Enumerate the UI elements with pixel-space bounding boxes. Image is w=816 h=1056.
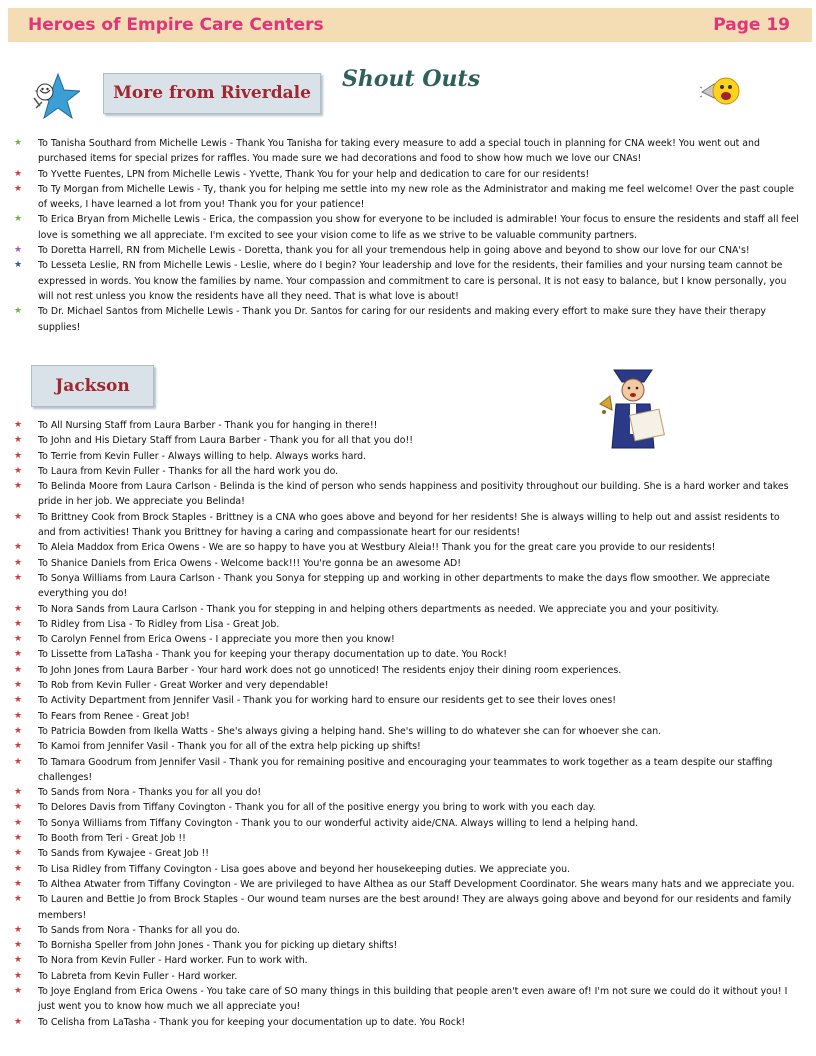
star-bullet-icon: ★ <box>14 985 23 996</box>
shoutout-text: To Delores Davis from Tiffany Covington - Thank you for all of the positive energy you bring to work with you each day. <box>38 802 596 814</box>
shoutout-text: To John and His Dietary Staff from Laura Barber - Thank you for all that you do!! <box>38 435 413 447</box>
list-item <box>0 846 800 861</box>
list-item <box>0 663 800 678</box>
star-bullet-icon: ★ <box>14 542 23 553</box>
star-bullet-icon: ★ <box>14 511 23 522</box>
list-item <box>0 632 800 647</box>
star-bullet-icon: ★ <box>14 924 23 935</box>
list-item <box>0 167 800 182</box>
list-item <box>0 800 800 815</box>
shoutout-text: To Laura from Kevin Fuller - Thanks for all the hard work you do. <box>38 465 339 477</box>
list-item <box>0 678 800 693</box>
shoutout-text: To Terrie from Kevin Fuller - Always willing to help. Always works hard. <box>38 450 367 462</box>
shoutout-text: To Ridley from Lisa - To Ridley from Lisa - Great Job. <box>38 618 280 630</box>
list-item <box>0 433 800 448</box>
list-item <box>0 953 800 968</box>
shoutout-text: To Ty Morgan from Michelle Lewis - Ty, thank you for helping me settle into my new role as the Administrator and making me feel welcome! Over the past couple of weeks, I have learned a lot from you! Thank you for your patience! <box>38 183 795 211</box>
star-bullet-icon: ★ <box>14 955 23 966</box>
star-bullet-icon: ★ <box>14 970 23 981</box>
list-item <box>0 969 800 984</box>
star-bullet-icon: ★ <box>14 680 23 691</box>
list-item <box>0 862 800 877</box>
list-item <box>0 602 800 617</box>
list-item <box>0 304 800 335</box>
shoutout-text: To Althea Atwater from Tiffany Covington - We are privileged to have Althea as our Staff Development Coordinator. She wears many hats and we appreciate you. <box>38 878 795 890</box>
list-item <box>0 831 800 846</box>
list-item <box>0 724 800 739</box>
list-item <box>0 892 800 923</box>
list-item <box>0 877 800 892</box>
shoutout-text: To John Jones from Laura Barber - Your hard work does not go unnoticed! The residents enjoy their dining room experiences. <box>38 664 622 676</box>
list-item <box>0 136 800 167</box>
list-item <box>0 617 800 632</box>
star-bullet-icon: ★ <box>14 306 23 317</box>
star-bullet-icon: ★ <box>14 940 23 951</box>
shoutout-text: To Erica Bryan from Michelle Lewis - Erica, the compassion you show for everyone to be included is admirable! Your focus to ensure the residents and staff all feel love is something we all appreciate. I'm excited to see your vision come to life as we strive to be valuable community partners. <box>38 214 799 241</box>
riverdale-shoutout-list <box>0 136 800 335</box>
shoutout-text: To Brittney Cook from Brock Staples - Brittney is a CNA who goes above and beyond for her residents! She is always willing to help out and assist residents to and from activities! Thank you Brittney for having a caring and compassionate heart for our residents! <box>38 511 780 539</box>
star-bullet-icon: ★ <box>14 787 23 798</box>
star-bullet-icon: ★ <box>14 817 23 828</box>
list-item <box>0 1015 800 1030</box>
star-bullet-icon: ★ <box>14 878 23 889</box>
star-bullet-icon: ★ <box>14 618 23 629</box>
shoutout-text: To Kamoi from Jennifer Vasil - Thank you for all of the extra help picking up shifts! <box>38 741 421 753</box>
shoutout-text: To Lissette from LaTasha - Thank you for keeping your therapy documentation up to date. You Rock! <box>38 649 507 661</box>
list-item <box>0 182 800 213</box>
shoutout-text: To Shanice Daniels from Erica Owens - Welcome back!!! You're gonna be an awesome AD! <box>38 557 461 569</box>
shoutout-text: To Lauren and Bettie Jo from Brock Staples - Our wound team nurses are the best around! They are always going above and beyond for our residents and family members! <box>38 894 792 921</box>
list-item <box>0 418 800 433</box>
star-bullet-icon: ★ <box>14 481 23 492</box>
list-item <box>0 984 800 1015</box>
shoutout-text: To Belinda Moore from Laura Carlson - Belinda is the kind of person who sends happiness and positivity throughout our building. She is a hard worker and takes pride in her job. We appreciate you Belinda! <box>38 481 789 508</box>
shoutout-text: To Labreta from Kevin Fuller - Hard worker. <box>38 970 238 982</box>
shoutout-text: To Tanisha Southard from Michelle Lewis - Thank You Tanisha for taking every measure to add a special touch in planning for CNA week! You went out and purchased items for special prizes for raffles. You made sure we had decorations and food to show how much we love our CNAs! <box>38 138 760 165</box>
star-bullet-icon: ★ <box>14 138 23 148</box>
list-item <box>0 755 800 786</box>
shoutout-text: To Rob from Kevin Fuller - Great Worker and very dependable! <box>38 680 329 692</box>
star-bullet-icon: ★ <box>14 260 23 271</box>
star-bullet-icon: ★ <box>14 435 23 446</box>
shoutout-text: To Sands from Nora - Thanks for all you do. <box>38 924 240 936</box>
list-item <box>0 739 800 754</box>
shoutout-text: To Lesseta Leslie, RN from Michelle Lewis - Leslie, where do I begin? Your leadership and love for the residents, their families and your nursing team cannot be expressed in words. You know the families by name. Your compassion and commitment to care is personal. It is not easy to balance, but I know personally, you will not rest unless you know the residents have all they need. That is what love is about! <box>38 260 787 302</box>
list-item <box>0 785 800 800</box>
shoutout-text: To Sands from Nora - Thanks you for all you do! <box>38 787 262 799</box>
list-item <box>0 556 800 571</box>
star-bullet-icon: ★ <box>14 756 23 767</box>
star-bullet-icon: ★ <box>14 1016 23 1027</box>
list-item <box>0 449 800 464</box>
newsletter-title: Heroes of Empire Care Centers <box>28 15 324 35</box>
star-mascot-icon <box>28 72 80 120</box>
star-bullet-icon: ★ <box>14 833 23 844</box>
shoutout-text: To Sands from Kywajee - Great Job !! <box>38 848 210 860</box>
shoutout-text: To Aleia Maddox from Erica Owens - We are so happy to have you at Westbury Aleia!! Thank you for the great care you provide to our residents! <box>38 542 716 554</box>
star-bullet-icon: ★ <box>14 848 23 859</box>
shoutout-text: To Sonya Williams from Laura Carlson - Thank you Sonya for stepping up and working in other departments to make the days flow smoother. We appreciate everything you do! <box>38 572 771 600</box>
shoutout-text: To All Nursing Staff from Laura Barber - Thank you for hanging in there!! <box>38 420 378 431</box>
star-bullet-icon: ★ <box>14 634 23 645</box>
shoutout-text: To Fears from Renee - Great Job! <box>38 710 190 722</box>
shoutout-text: To Booth from Teri - Great Job !! <box>38 833 186 845</box>
page-header <box>8 8 812 42</box>
star-bullet-icon: ★ <box>14 168 23 179</box>
list-item <box>0 464 800 479</box>
shoutout-text: To Carolyn Fennel from Erica Owens - I appreciate you more then you know! <box>38 634 395 646</box>
star-bullet-icon: ★ <box>14 894 23 905</box>
star-bullet-icon: ★ <box>14 557 23 568</box>
list-item <box>0 693 800 708</box>
shoutout-text: To Sonya Williams from Tiffany Covington - Thank you to our wonderful activity aide/CNA. Always willing to lend a helping hand. <box>38 817 639 829</box>
star-bullet-icon: ★ <box>14 741 23 752</box>
shoutout-text: To Nora from Kevin Fuller - Hard worker. Fun to work with. <box>38 955 308 967</box>
star-bullet-icon: ★ <box>14 572 23 583</box>
shoutout-text: To Dr. Michael Santos from Michelle Lewis - Thank you Dr. Santos for caring for our residents and making every effort to make sure they have their therapy supplies! <box>38 306 766 333</box>
list-item <box>0 647 800 662</box>
shoutout-text: To Joye England from Erica Owens - You take care of SO many things in this building that people aren't even aware of! I'm not sure we could do it without you! I just went you to know how much we all appreciate you! <box>38 985 788 1013</box>
list-item <box>0 816 800 831</box>
list-item <box>0 938 800 953</box>
star-bullet-icon: ★ <box>14 802 23 813</box>
page-number: Page 19 <box>713 15 790 35</box>
shoutout-text: To Activity Department from Jennifer Vasil - Thank you for working hard to ensure our residents get to see their loves ones! <box>38 695 617 707</box>
list-item <box>0 212 800 243</box>
star-bullet-icon: ★ <box>14 420 23 430</box>
star-bullet-icon: ★ <box>14 863 23 874</box>
star-bullet-icon: ★ <box>14 649 23 660</box>
shoutout-text: To Lisa Ridley from Tiffany Covington - Lisa goes above and beyond her housekeeping duties. We appreciate you. <box>38 863 571 875</box>
shoutout-text: To Yvette Fuentes, LPN from Michelle Lewis - Yvette, Thank You for your help and dedication to care for our residents! <box>38 168 590 180</box>
star-bullet-icon: ★ <box>14 603 23 614</box>
shoutout-text: To Bornisha Speller from John Jones - Thank you for picking up dietary shifts! <box>38 940 398 952</box>
star-bullet-icon: ★ <box>14 664 23 675</box>
shoutout-text: To Celisha from LaTasha - Thank you for keeping your documentation up to date. You Rock! <box>38 1016 466 1028</box>
star-bullet-icon: ★ <box>14 710 23 721</box>
jackson-section-heading: Jackson <box>31 365 154 407</box>
megaphone-smiley-icon <box>700 72 742 106</box>
list-item <box>0 479 800 510</box>
shout-outs-title: Shout Outs <box>342 66 481 92</box>
list-item <box>0 540 800 555</box>
shoutout-text: To Tamara Goodrum from Jennifer Vasil - Thank you for remaining positive and encouraging your teammates to work together as a team despite our staffing challenges! <box>38 756 773 783</box>
star-bullet-icon: ★ <box>14 465 23 476</box>
shoutout-text: To Nora Sands from Laura Carlson - Thank you for stepping in and helping others departments as needed. We appreciate you and your positivity. <box>38 603 719 615</box>
list-item <box>0 709 800 724</box>
jackson-shoutout-list <box>0 418 800 1030</box>
shoutout-text: To Patricia Bowden from Ikella Watts - She's always giving a helping hand. She's willing to do whatever she can for whoever she can. <box>38 725 662 737</box>
shoutout-text: To Doretta Harrell, RN from Michelle Lewis - Doretta, thank you for all your tremendous help in going above and beyond to show our love for our CNA's! <box>38 245 750 257</box>
list-item <box>0 258 800 304</box>
list-item <box>0 923 800 938</box>
riverdale-section-heading: More from Riverdale <box>103 73 321 114</box>
star-bullet-icon: ★ <box>14 450 23 461</box>
star-bullet-icon: ★ <box>14 725 23 736</box>
star-bullet-icon: ★ <box>14 214 23 225</box>
star-bullet-icon: ★ <box>14 695 23 706</box>
list-item <box>0 571 800 602</box>
list-item <box>0 243 800 258</box>
list-item <box>0 510 800 541</box>
star-bullet-icon: ★ <box>14 183 23 194</box>
star-bullet-icon: ★ <box>14 245 23 256</box>
